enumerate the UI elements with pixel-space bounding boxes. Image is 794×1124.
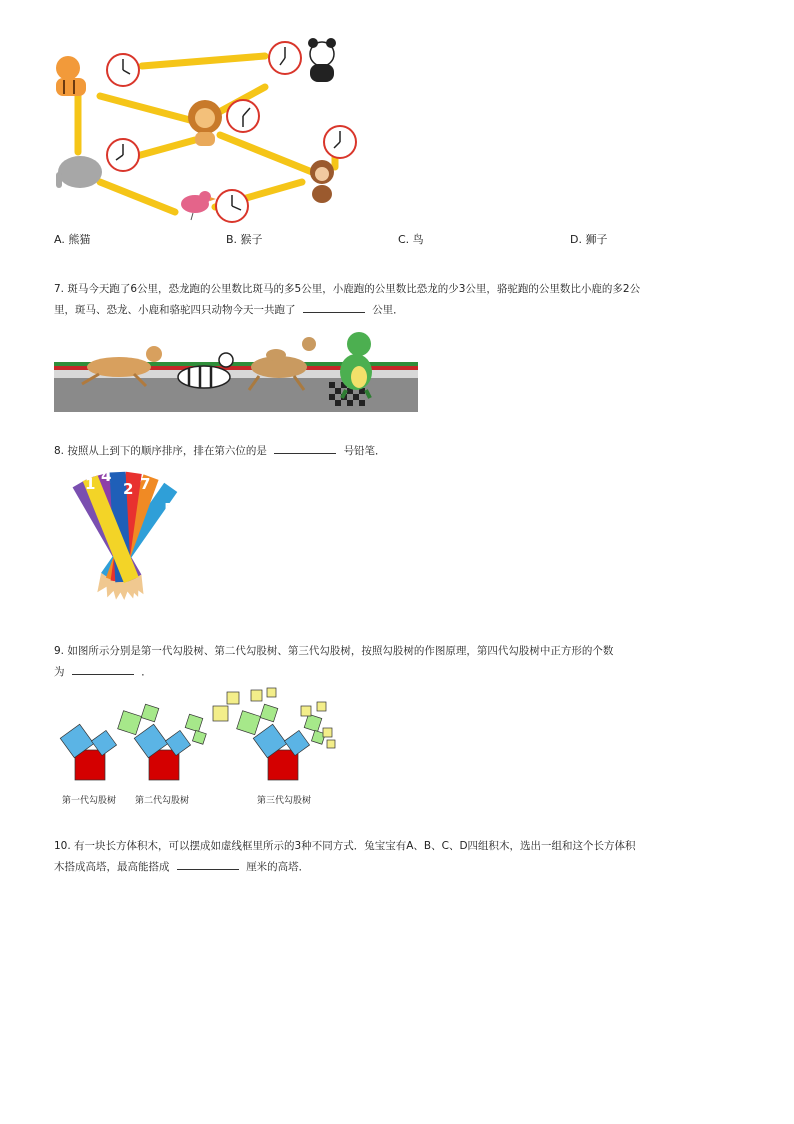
pythagoras-tree-gen3	[213, 688, 335, 780]
q7-text-line2a: 里，斑马、恐龙、小鹿和骆驼四只动物今天一共跑了	[54, 304, 296, 316]
clock-icon	[107, 54, 139, 86]
q6-option-d[interactable]: D. 狮子	[570, 233, 608, 246]
q9-trees-svg	[55, 684, 345, 784]
question-8	[54, 441, 744, 462]
question-number: 9.	[54, 645, 65, 657]
elephant-icon	[56, 156, 102, 188]
pencil-label: 1	[85, 475, 96, 493]
question-10	[54, 836, 744, 878]
q10-answer-blank[interactable]	[177, 857, 239, 870]
q9-text-line2b: ．	[141, 666, 152, 678]
q6-map-svg	[50, 32, 370, 230]
q9-trees-figure	[55, 684, 345, 784]
q6-option-a[interactable]: A. 熊猫	[54, 233, 91, 246]
clock-icon	[107, 139, 139, 171]
clock-icon	[227, 100, 259, 132]
q10-text-line2a: 木搭成高塔，最高能搭成	[54, 861, 170, 873]
pencil-label: 2	[123, 480, 134, 498]
pencil-label: 3	[69, 494, 80, 512]
clock-icon	[324, 126, 356, 158]
tiger-icon	[56, 56, 86, 96]
question-number: 8.	[54, 445, 65, 457]
clock-icon	[216, 190, 248, 222]
question-number: 7.	[54, 283, 65, 295]
q8-answer-blank[interactable]	[274, 441, 336, 454]
q9-text-line2a: 为	[54, 666, 65, 678]
q9-text-line1: 如图所示分别是第一代勾股树、第二代勾股树、第三代勾股树，按照勾股树的作图原理，第四代勾股树中正方形的个数	[67, 645, 614, 657]
q7-text-line1: 斑马今天跑了6公里，恐龙跑的公里数比斑马的多5公里，小鹿跑的公里数比恐龙的少3公里，骆驼跑的公里数比小鹿的多2公	[67, 283, 641, 295]
monkey-icon	[310, 160, 334, 203]
q7-race-figure	[54, 322, 418, 412]
pencil-label: 7	[140, 475, 151, 493]
question-number: 10.	[54, 840, 71, 852]
pythagoras-tree-gen2	[118, 704, 207, 780]
q6-option-b[interactable]: B. 猴子	[226, 233, 263, 246]
pythagoras-tree-gen1	[60, 724, 116, 780]
q9-answer-blank[interactable]	[72, 662, 134, 675]
q8-text-a: 按照从上到下的顺序排序，排在第六位的是	[67, 445, 267, 457]
question-9	[54, 641, 744, 683]
q7-answer-blank[interactable]	[303, 300, 365, 313]
q9-caption-gen1: 第一代勾股树	[62, 796, 117, 806]
q8-pencils-figure	[52, 462, 192, 612]
panda-icon	[308, 38, 336, 82]
q10-text-line2b: 厘米的高塔．	[246, 861, 310, 873]
pencil-label: 6	[63, 510, 74, 528]
clock-icon	[269, 42, 301, 74]
q9-caption-gen3: 第三代勾股树	[257, 796, 312, 806]
q7-race-svg	[54, 322, 418, 412]
q8-pencils-svg	[52, 462, 192, 612]
q10-text-line1: 有一块长方体积木，可以摆成如虚线框里所示的3种不同方式．兔宝宝有A、B、C、D四组积木，选出一组和这个长方体积	[74, 840, 636, 852]
question-7	[54, 279, 744, 321]
q9-caption-gen2: 第二代勾股树	[135, 796, 190, 806]
pencil-label: 5	[164, 500, 175, 518]
q6-option-c[interactable]: C. 鸟	[398, 233, 424, 246]
pencil-label: 4	[101, 467, 112, 485]
bird-icon	[181, 191, 216, 220]
q8-text-b: 号铅笔．	[343, 445, 386, 457]
q6-map-figure	[50, 32, 370, 230]
q7-text-line2b: 公里．	[372, 304, 404, 316]
